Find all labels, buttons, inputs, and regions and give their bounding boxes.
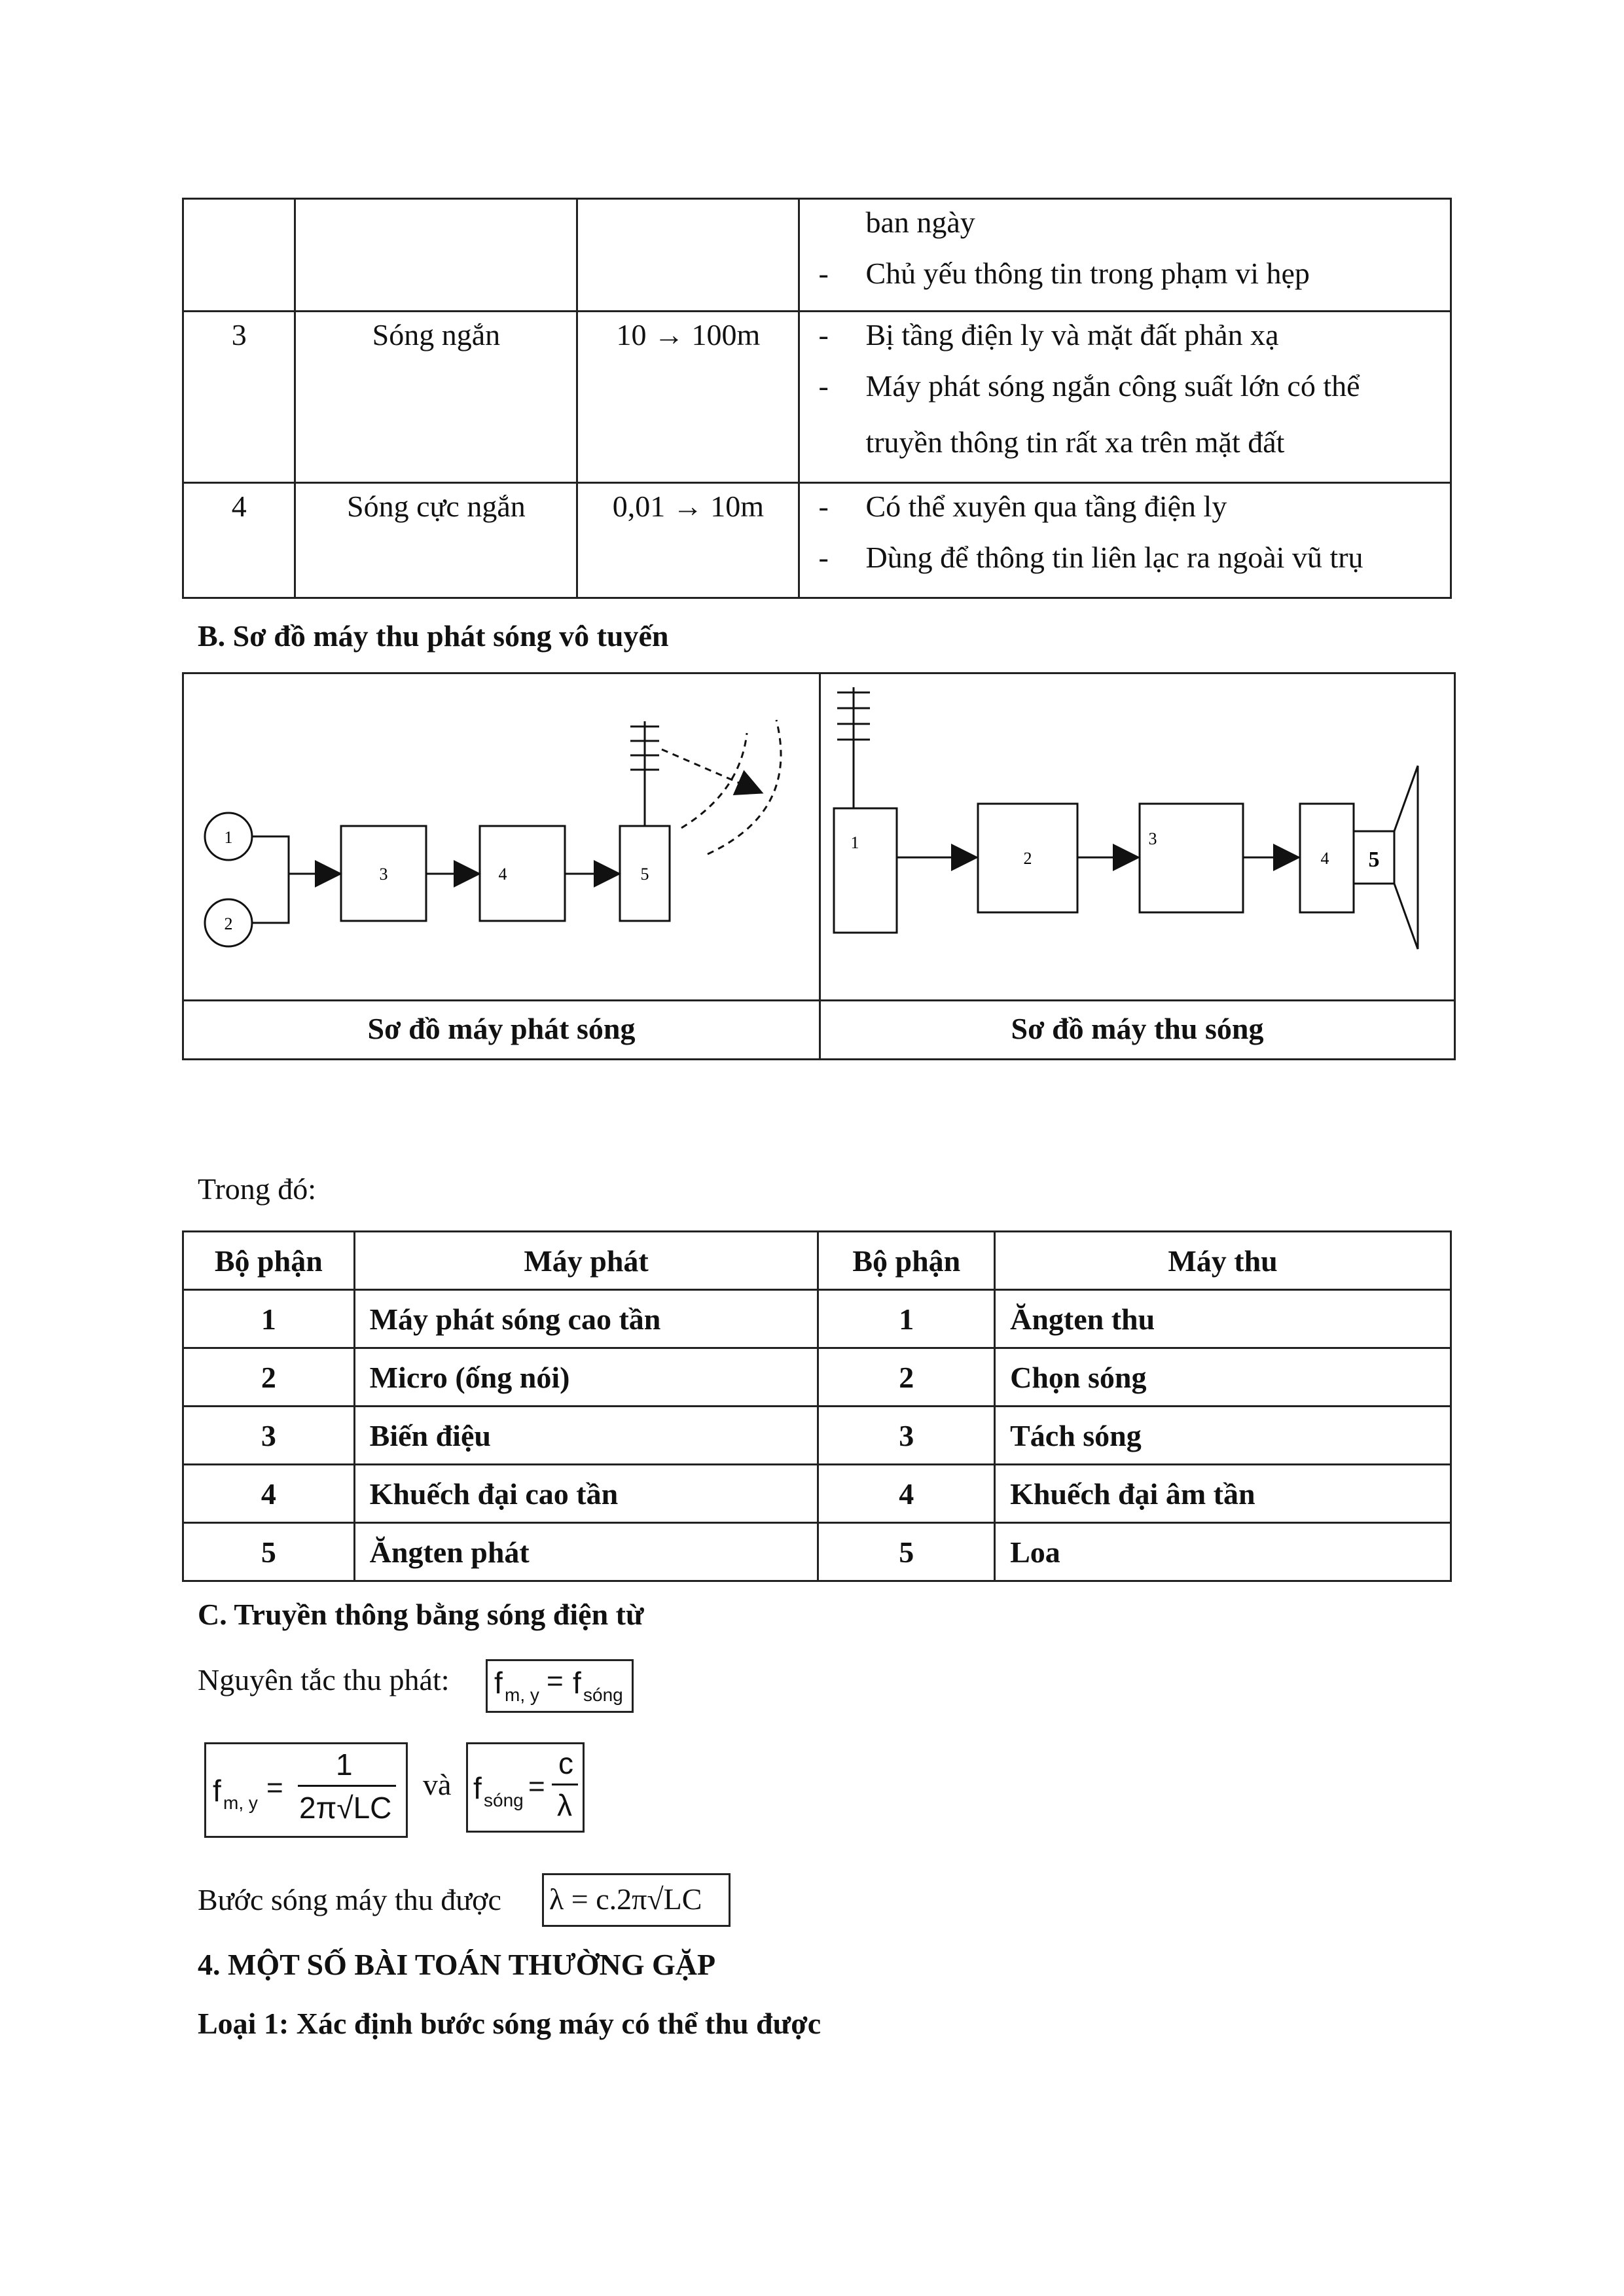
- and-word: và: [423, 1768, 452, 1801]
- diagram-frame: [182, 672, 1456, 1060]
- legend-intro: Trong đó:: [198, 1172, 317, 1206]
- tx-wave-icon: [662, 720, 781, 854]
- wave-frequency-formula-box: f sóng = c λ: [466, 1742, 585, 1833]
- wave-table: [182, 198, 1452, 599]
- receiver-caption: Sơ đồ máy thu sóng: [1011, 1012, 1264, 1045]
- principle-label: Nguyên tắc thu phát:: [198, 1663, 450, 1696]
- table-row: ban ngày - Chủ yếu thông tin trong phạm vi hẹp: [183, 199, 1451, 312]
- table-row: 2 Micro (ống nói) 2 Chọn sóng: [183, 1348, 1451, 1407]
- speaker-icon: [1354, 766, 1418, 949]
- svg-text:1: 1: [224, 828, 233, 847]
- table-row: 3 Biến điệu 3 Tách sóng: [183, 1407, 1451, 1465]
- table-row: 3 Sóng ngắn 10 → 100m - Bị tầng điện ly và mặt đất phản xạ - Máy phát sóng ngắn công suất lớn có thể truyền thông tin rất xa trên mặt đất: [183, 312, 1451, 483]
- svg-text:2: 2: [1023, 849, 1032, 868]
- receiver-diagram: [821, 674, 1454, 999]
- table-header-row: Bộ phận Máy phát Bộ phận Máy thu: [183, 1232, 1451, 1290]
- svg-text:4: 4: [1320, 849, 1329, 868]
- section-4-title: 4. MỘT SỐ BÀI TOÁN THƯỜNG GẶP: [198, 1948, 716, 1981]
- principle-formula-box: f m, y = f sóng: [486, 1659, 634, 1713]
- table-row: 4 Khuếch đại cao tần 4 Khuếch đại âm tần: [183, 1465, 1451, 1523]
- svg-text:5: 5: [640, 865, 649, 884]
- section-b-title: B. Sơ đồ máy thu phát sóng vô tuyến: [198, 619, 669, 653]
- table-row: 4 Sóng cực ngắn 0,01 → 10m - Có thể xuyên qua tầng điện ly - Dùng để thông tin liên lạc ra ngoài vũ trụ: [183, 483, 1451, 598]
- legend-table: [182, 1230, 1452, 1582]
- section-c-title: C. Truyền thông bằng sóng điện từ: [198, 1598, 644, 1631]
- section-4-subtitle: Loại 1: Xác định bước sóng máy có thể thu được: [198, 2007, 821, 2040]
- svg-text:3: 3: [379, 865, 388, 884]
- transmitter-diagram: [184, 674, 819, 999]
- svg-text:5: 5: [1368, 848, 1380, 872]
- table-row: 5 Ăngten phát 5 Loa: [183, 1523, 1451, 1581]
- svg-text:3: 3: [1148, 829, 1157, 848]
- rx-node-3: [1140, 804, 1243, 912]
- tx-node-4: [480, 826, 565, 921]
- wavelength-label: Bước sóng máy thu được: [198, 1883, 501, 1916]
- transmitter-caption: Sơ đồ máy phát sóng: [367, 1012, 636, 1045]
- table-row: 1 Máy phát sóng cao tần 1 Ăngten thu: [183, 1290, 1451, 1348]
- tx-antenna-icon: [630, 721, 659, 826]
- svg-text:4: 4: [498, 865, 507, 884]
- svg-text:2: 2: [224, 914, 233, 933]
- rx-node-1: [834, 808, 897, 933]
- wavelength-formula-box: λ = c.2π√LC: [542, 1873, 731, 1927]
- svg-text:1: 1: [850, 833, 859, 852]
- rx-antenna-icon: [837, 687, 870, 808]
- frequency-formula-box: f m, y = 1 2π√LC: [204, 1742, 408, 1838]
